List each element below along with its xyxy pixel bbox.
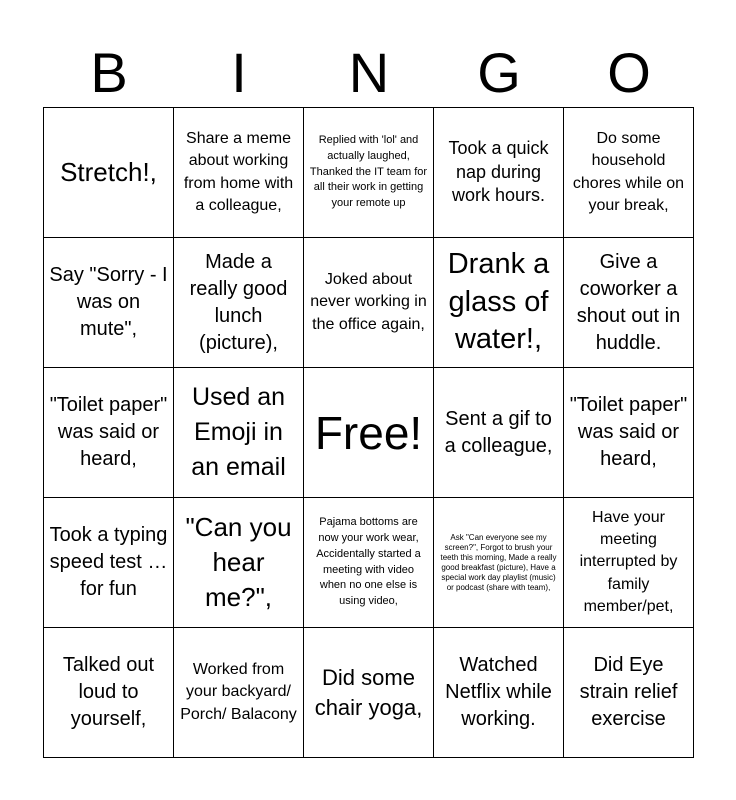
bingo-cell[interactable] (564, 368, 694, 498)
cell-text: Joked about never working in the office again, (310, 270, 427, 333)
header-letter-g: G (477, 41, 521, 104)
bingo-cell[interactable] (174, 238, 304, 368)
cell-text: Took a quick nap during work hours. (448, 138, 549, 206)
bingo-cell[interactable] (564, 628, 694, 758)
bingo-cell[interactable] (304, 238, 434, 368)
cell-text: Made a really good lunch (picture), (189, 250, 288, 354)
cell-text: Did some chair yoga, (314, 664, 423, 720)
cell-text: Give a coworker a shout out in huddle. (576, 250, 681, 354)
bingo-cell[interactable] (304, 628, 434, 758)
bingo-cell[interactable] (44, 498, 174, 628)
cell-text: Worked from your backyard/ Porch/ Balacony (180, 660, 297, 723)
bingo-cell[interactable] (174, 368, 304, 498)
header-letter-i: I (231, 41, 247, 104)
cell-text: Stretch!, (60, 156, 157, 187)
cell-text: Say "Sorry - I was on mute", (49, 264, 168, 340)
bingo-cell[interactable] (434, 238, 564, 368)
free-space[interactable] (304, 368, 434, 498)
bingo-cell[interactable] (304, 498, 434, 628)
cell-text: "Can you hear me?", (185, 511, 292, 613)
bingo-cell[interactable] (44, 628, 174, 758)
bingo-cell[interactable] (174, 628, 304, 758)
bingo-cell[interactable] (44, 238, 174, 368)
bingo-cell[interactable] (564, 238, 694, 368)
cell-text: Ask "Can everyone see my screen?", Forgot to brush your teeth this morning, Made a really good breakfast (picture), Have a special work day playlist (music) or podcast (share with team), (440, 532, 557, 592)
cell-text: Have your meeting interrupted by family member/pet, (579, 508, 678, 616)
cell-text: Used an Emoji in an email (191, 383, 286, 481)
bingo-cell[interactable] (44, 368, 174, 498)
free-space-text: Free! (314, 406, 423, 459)
header-letter-n: N (348, 41, 390, 104)
cell-text: Took a typing speed test … for fun (49, 524, 168, 600)
bingo-cell[interactable] (434, 368, 564, 498)
cell-text: Share a meme about working from home with a colleague, (183, 129, 294, 214)
cell-text: "Toilet paper" was said or heard, (569, 394, 688, 470)
bingo-cell[interactable] (564, 108, 694, 238)
header-letter-o: O (607, 41, 651, 104)
cell-text: Drank a glass of water!, (447, 247, 550, 356)
header-letter-b: B (90, 41, 128, 104)
bingo-cell[interactable] (434, 628, 564, 758)
bingo-cell[interactable] (174, 108, 304, 238)
cell-text: Sent a gif to a colleague, (444, 407, 553, 457)
cell-text: Do some household chores while on your break, (572, 129, 685, 214)
cell-text: Watched Netflix while working. (445, 654, 552, 730)
bingo-cell[interactable] (44, 108, 174, 238)
cell-text: Pajama bottoms are now your work wear, Accidentally started a meeting with video when no one else is using video, (316, 515, 421, 608)
bingo-cell[interactable] (174, 498, 304, 628)
cell-text: Replied with 'lol' and actually laughed, Thanked the IT team for all their work in getting your remote up (309, 133, 428, 210)
cell-text: "Toilet paper" was said or heard, (49, 394, 168, 470)
bingo-cell[interactable] (434, 498, 564, 628)
bingo-cell[interactable] (434, 108, 564, 238)
cell-text: Talked out loud to yourself, (62, 654, 155, 730)
bingo-grid (43, 107, 694, 758)
bingo-cell[interactable] (564, 498, 694, 628)
cell-text: Did Eye strain relief exercise (579, 654, 678, 730)
bingo-header (44, 38, 694, 108)
bingo-cell[interactable] (304, 108, 434, 238)
